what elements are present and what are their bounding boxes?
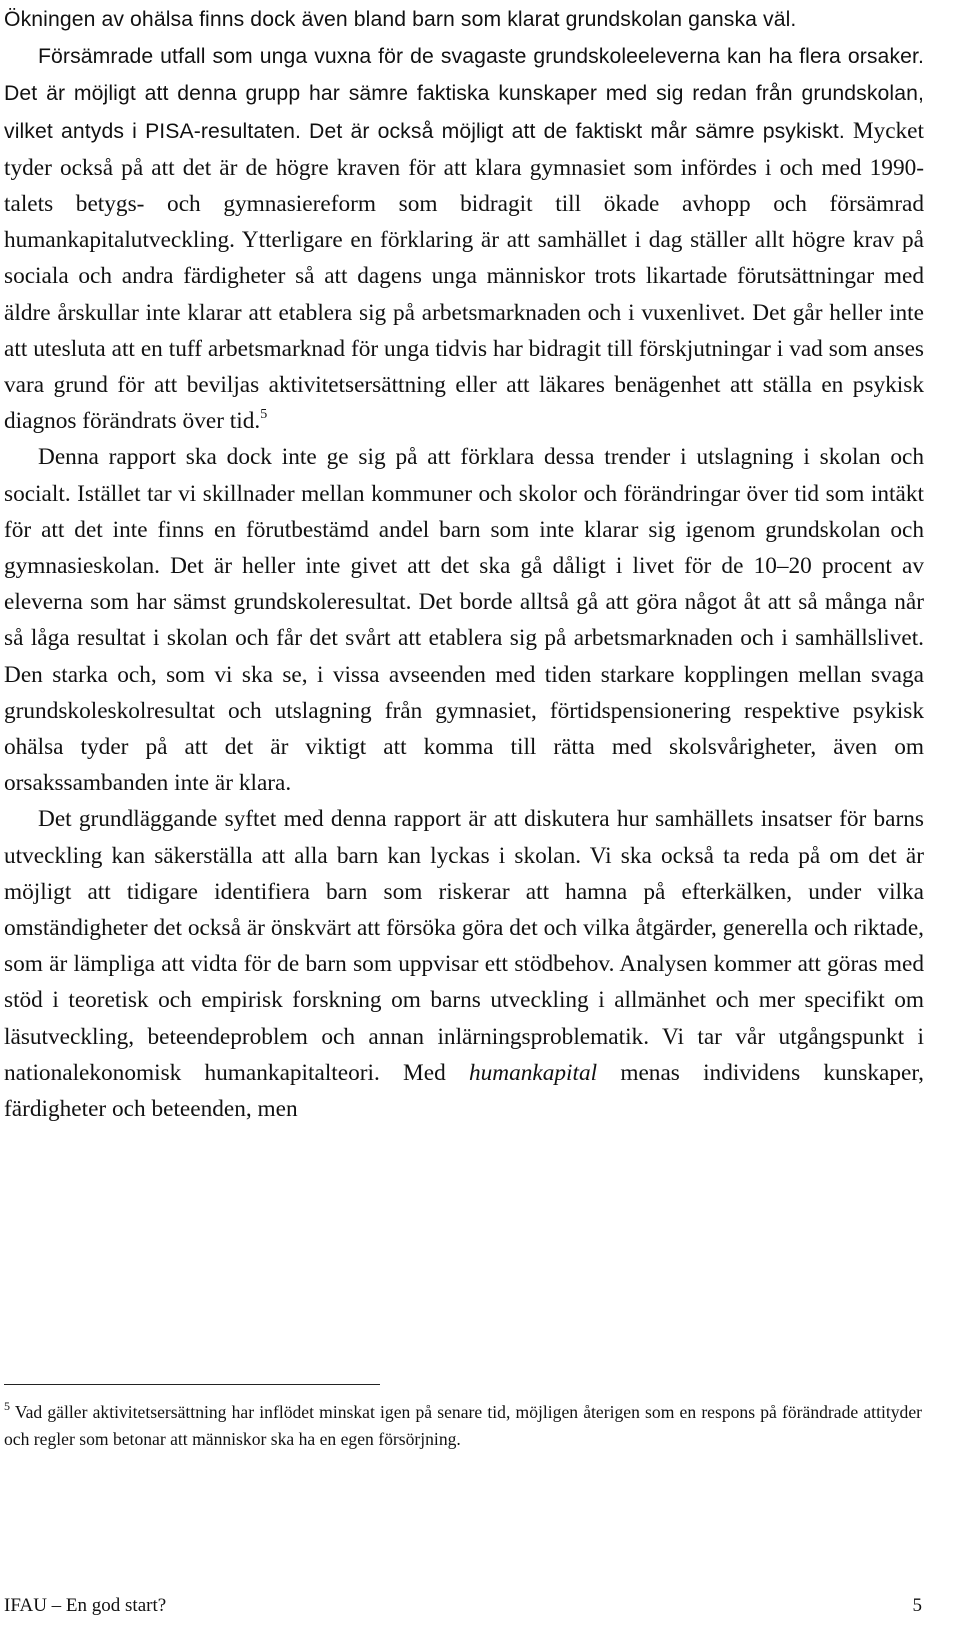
paragraph-3: Denna rapport ska dock inte ge sig på att förklara dessa trender i utslagning i skolan och socialt. Istället tar vi skillnader mellan kommuner och skolor och förändringar över tid som intäkt för att det inte finns en förutbestämd andel barn som inte klarar sig igenom grundskolan och gymnasieskolan. Det är heller inte givet att det ska gå dåligt i livet för de 10–20 procent av eleverna som har sämst grundskoleresultat. Det borde alltså gå att göra något åt att så många når så låga resultat i skolan och får det svårt att etablera sig på arbetsmarknaden och i samhällslivet. Den starka och, som vi ska se, i vissa avseenden med tiden starkare kopplingen mellan svaga grundskoleskolresultat och utslagning från gymnasiet, förtidspensionering respektive psykisk ohälsa tyder på att det är viktigt att komma till rätta med skolsvårigheter, även om orsakssambanden inte är klara.: [4, 444, 924, 797]
paragraph-2: [4, 38, 924, 439]
paragraph-4-part-2: menas individens kunskaper, färdigheter och beteenden, men: [4, 1059, 924, 1123]
footnote: [4, 1399, 922, 1453]
paragraph-2-serif-part: Mycket tyder också på att det är de högre kraven för att klara gymnasiet som infördes i och med 1990-talets betygs- och gymnasiereform som bidragit till ökade avhopp och försämrad humankapitalutveckling. Ytterligare en förklaring är att samhället i dag ställer allt högre krav på sociala och andra färdigheter så att dagens unga människor trots likartade förutsättningar med äldre årskullar inte klarar att etablera sig på arbetsmarknaden och i vuxenlivet. Det går heller inte att utesluta att en tuff arbetsmarknad för unga tidvis har bidragit till förskjutningar i vad som anses vara grund för att beviljas aktivitetsersättning eller att läkares benägenhet att ställa en psykisk diagnos förändrats över tid.: [4, 117, 924, 435]
paragraph-1: Ökningen av ohälsa finns dock även bland barn som klarat grundskolan ganska väl.: [4, 8, 797, 31]
paragraph-4-part-1: Det grundläggande syftet med denna rapport är att diskutera hur samhällets insatser för barns utveckling kan säkerställa att alla barn kan lyckas i skolan. Vi ska också ta reda på om det är möjligt att tidigare identifiera barn som riskerar att hamna på efterkälken, under vilka omständigheter det också är önskvärt att försöka göra det och vilka åtgärder, generella och riktade, som är lämpliga att vidta för de barn som uppvisar ett stödbehov. Analysen kommer att göras med stöd i teoretisk och empirisk forskning om barns utveckling i allmänhet och mer specifikt om läsutveckling, beteendeproblem och annan inlärningsproblematik. Vi tar vår utgångspunkt i nationalekonomisk humankapitalteori. Med: [4, 806, 924, 1086]
footnote-reference[interactable]: 5: [260, 407, 268, 423]
footnote-number: 5: [4, 1399, 10, 1413]
footnote-separator: [4, 1384, 380, 1385]
footnote-text: Vad gäller aktivitetsersättning har inflödet minskat igen på senare tid, möjligen återigen som en respons på förändrade attityder och regler som betonar att människor ska ha en egen försörjning.: [4, 1402, 922, 1449]
paragraph-4: [4, 801, 924, 1127]
body-text: [4, 2, 924, 1127]
paragraph-4-italic-term: humankapital: [468, 1059, 598, 1086]
page-number: 5: [912, 1595, 922, 1616]
paragraph-2-sans-part: Försämrade utfall som unga vuxna för de svagaste grundskoleeleverna kan ha flera orsaker. Det är möjligt att denna grupp har sämre faktiska kunskaper med sig redan från grundskolan, vilket antyds i PISA-resultaten. Det är också möjligt att de faktiskt mår sämre psykiskt.: [4, 45, 924, 143]
footer-title: IFAU – En god start?: [4, 1595, 167, 1616]
